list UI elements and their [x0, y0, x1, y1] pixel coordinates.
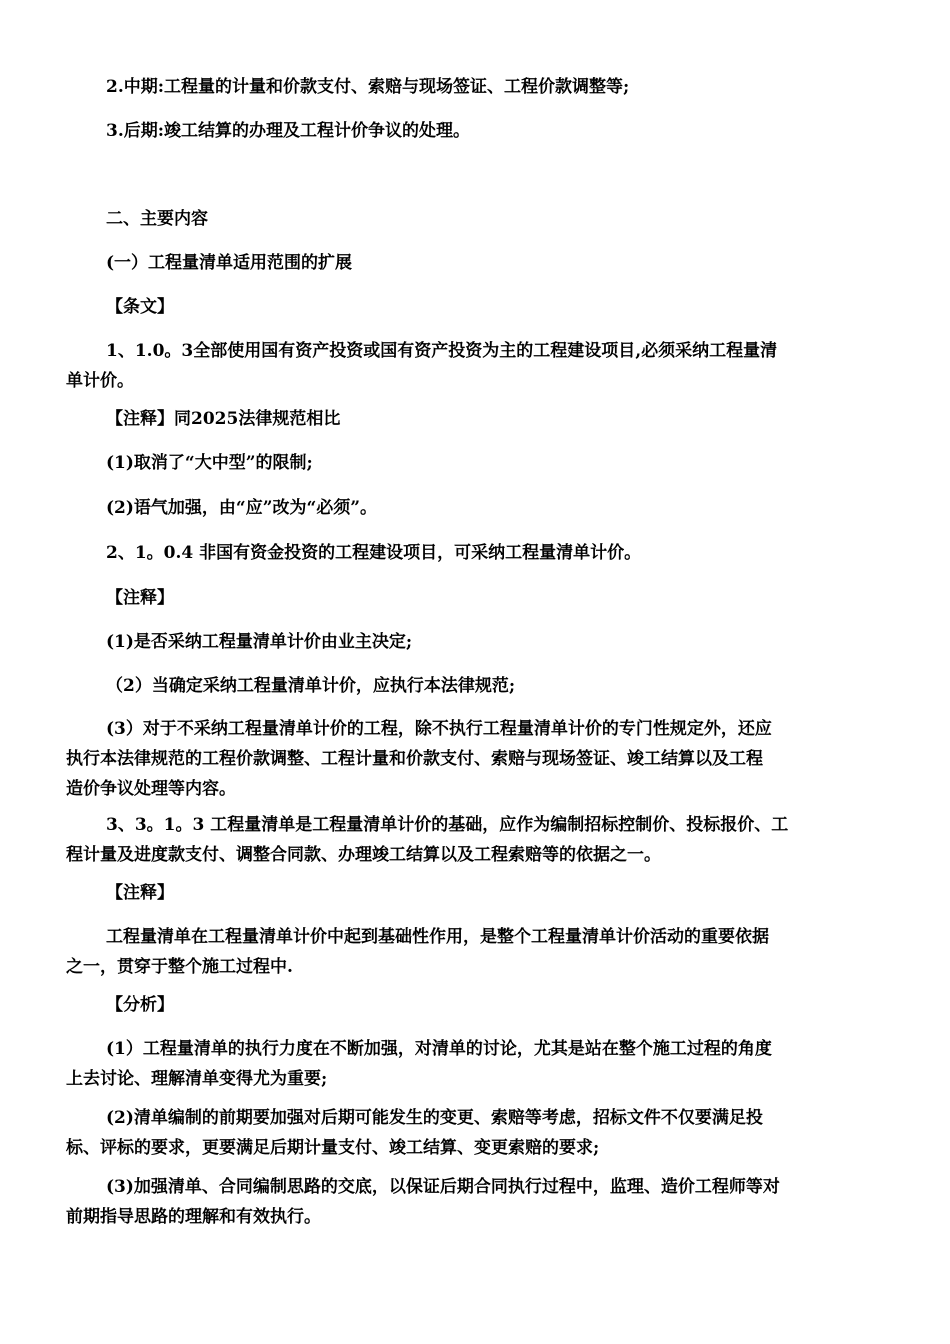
note-item-5-paragraph: [66, 714, 866, 804]
note-label-3: 【注释】: [106, 883, 174, 903]
analysis-2-line-2: 标、评标的要求，更要满足后期计量支付、竣工结算、变更索赔的要求;: [66, 1138, 600, 1158]
note-item-4: （2）当确定采纳工程量清单计价，应执行本法律规范;: [106, 676, 516, 696]
analysis-2-line-1: (2)清单编制的前期要加强对后期可能发生的变更、索赔等考虑，招标文件不仅要满足投: [106, 1108, 763, 1128]
subsection-heading: (一）工程量清单适用范围的扩展: [106, 253, 353, 273]
note-3-line-1: 工程量清单在工程量清单计价中起到基础性作用，是整个工程量清单计价活动的重要依据: [106, 927, 769, 947]
analysis-3-paragraph: [66, 1172, 866, 1232]
note-label-2: 【注释】: [106, 588, 174, 608]
note-item-1: (1)取消了“大中型”的限制;: [106, 453, 313, 473]
note-item-2: (2)语气加强，由“应”改为“必须”。: [106, 498, 378, 518]
analysis-3-line-1: (3)加强清单、合同编制思路的交底，以保证后期合同执行过程中，监理、造价工程师等对: [106, 1177, 780, 1197]
clause-3-paragraph: [66, 810, 866, 870]
note-item-5-line-2: 执行本法律规范的工程价款调整、工程计量和价款支付、索赔与现场签证、竣工结算以及工程: [66, 749, 763, 769]
analysis-3-line-2: 前期指导思路的理解和有效执行。: [66, 1207, 321, 1227]
text-line-midterm: 2.中期:工程量的计量和价款支付、索赔与现场签证、工程价款调整等;: [106, 77, 630, 97]
clause-3-line-1: 3、3。1。3 工程量清单是工程量清单计价的基础，应作为编制招标控制价、投标报价、工: [106, 815, 789, 835]
note-item-3: (1)是否采纳工程量清单计价由业主决定;: [106, 632, 413, 652]
note-item-5-line-3: 造价争议处理等内容。: [66, 779, 236, 799]
clause-1-paragraph: [66, 336, 866, 396]
analysis-1-line-2: 上去讨论、理解清单变得尤为重要;: [66, 1069, 328, 1089]
analysis-2-paragraph: [66, 1103, 866, 1163]
note-item-5-line-1: (3）对于不采纳工程量清单计价的工程，除不执行工程量清单计价的专门性规定外，还应: [106, 719, 772, 739]
clause-2: 2、1。0.4 非国有资金投资的工程建设项目，可采纳工程量清单计价。: [106, 543, 642, 563]
analysis-1-paragraph: [66, 1034, 866, 1094]
section-heading: 二、主要内容: [106, 209, 208, 229]
note-label-comparison: 【注释】同2025法律规范相比: [106, 409, 341, 429]
clause-1-line-2: 单计价。: [66, 371, 134, 391]
clause-1-line-1: 1、1.0。3全部使用国有资产投资或国有资产投资为主的工程建设项目,必须采纳工程量清: [106, 341, 778, 361]
text-line-late: 3.后期:竣工结算的办理及工程计价争议的处理。: [106, 121, 471, 141]
clause-3-line-2: 程计量及进度款支付、调整合同款、办理竣工结算以及工程索赔等的依据之一。: [66, 845, 661, 865]
note-3-line-2: 之一，贯穿于整个施工过程中.: [66, 957, 293, 977]
analysis-1-line-1: (1）工程量清单的执行力度在不断加强，对清单的讨论，尤其是站在整个施工过程的角度: [106, 1039, 772, 1059]
analysis-label: 【分析】: [106, 995, 174, 1015]
clause-label: 【条文】: [106, 297, 174, 317]
note-3-paragraph: [66, 922, 866, 982]
